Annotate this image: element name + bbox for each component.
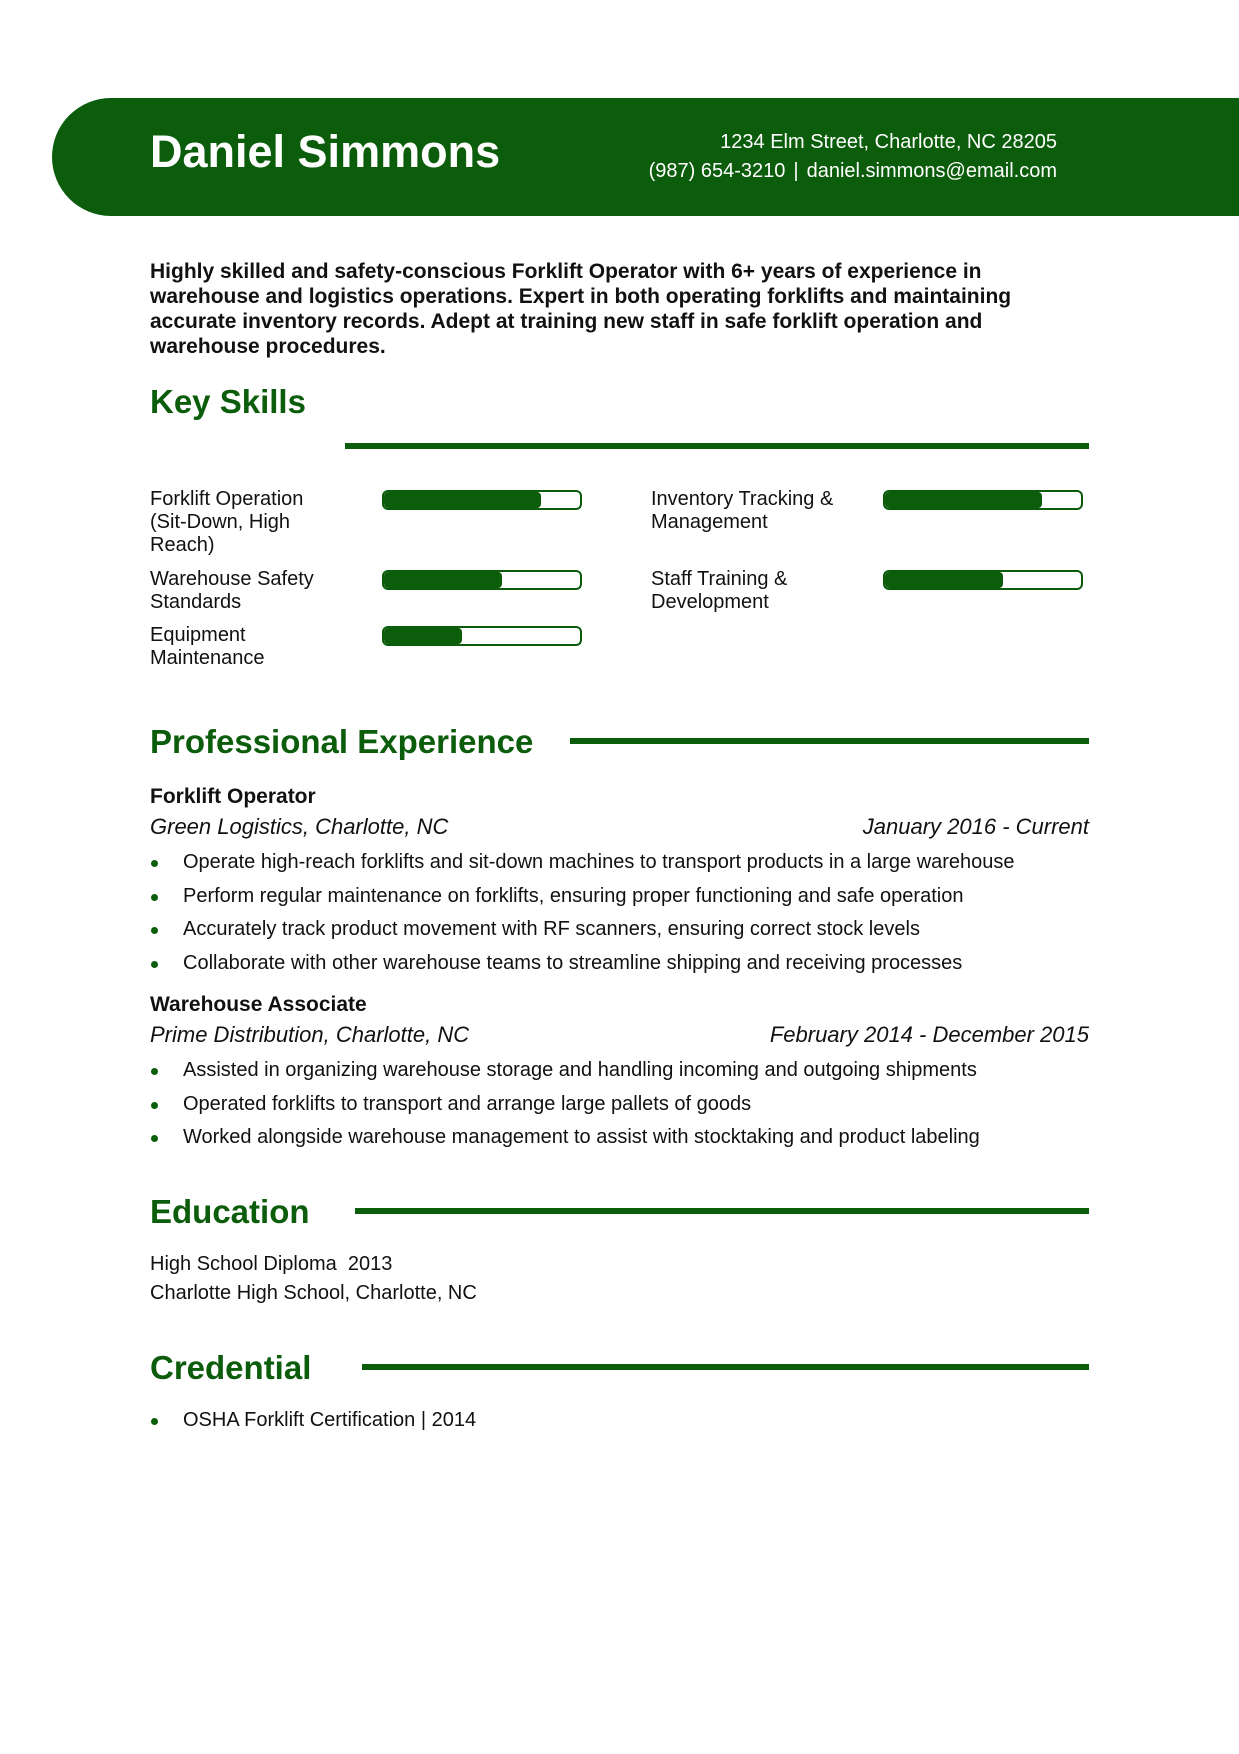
phone: (987) 654-3210 [648, 160, 786, 182]
skill-bar-fill [384, 572, 502, 588]
section-title-key-skills: Key Skills [150, 383, 306, 420]
job-bullet: Worked alongside warehouse management to assist with stocktaking and product labeling [150, 1121, 980, 1155]
job-bullets [150, 846, 1015, 980]
skill-label: Inventory Tracking & Management [651, 488, 834, 533]
job-bullet: Operated forklifts to transport and arrange large pallets of goods [150, 1088, 980, 1122]
job-meta [150, 1022, 1089, 1048]
skill-label: Warehouse Safety Standards [150, 568, 314, 613]
email-link[interactable]: daniel.simmons@email.com [806, 160, 1057, 182]
section-rule [355, 1208, 1089, 1214]
section-rule [345, 443, 1089, 449]
job-title: Forklift Operator [150, 785, 316, 808]
job-bullet: Accurately track product movement with RF scanners, ensuring correct stock levels [150, 913, 1015, 947]
credential-name: OSHA Forklift Certification [183, 1409, 416, 1431]
skill-label: Forklift Operation (Sit-Down, High Reach) [150, 488, 304, 556]
candidate-name: Daniel Simmons [150, 126, 501, 177]
skill-bar-fill [885, 572, 1003, 588]
education-degree: High School Diploma [150, 1253, 337, 1275]
phone-email-line [649, 157, 1057, 186]
section-rule [570, 738, 1089, 744]
skill-bar [382, 626, 582, 646]
job-bullet: Collaborate with other warehouse teams to streamline shipping and receiving processes [150, 947, 1015, 981]
job-bullet: Perform regular maintenance on forklifts, ensuring proper functioning and safe operation [150, 880, 1015, 914]
section-title-professional-experience: Professional Experience [150, 723, 534, 760]
address: 1234 Elm Street, Charlotte, NC 28205 [720, 131, 1057, 153]
job-meta [150, 814, 1089, 840]
job-dates: January 2016 - Current [862, 814, 1089, 839]
skill-bar [883, 490, 1083, 510]
job-bullet: Operate high-reach forklifts and sit-down machines to transport products in a large warehouse [150, 846, 1015, 880]
credential-year: 2014 [431, 1409, 477, 1431]
contact-separator: | [793, 160, 799, 182]
section-rule [362, 1364, 1089, 1370]
education-year: 2013 [347, 1253, 393, 1275]
job-company: Green Logistics, Charlotte, NC [150, 814, 449, 839]
credential-separator: | [420, 1409, 427, 1431]
credential-item [150, 1404, 476, 1438]
skill-bar-fill [885, 492, 1042, 508]
job-bullets [150, 1054, 980, 1155]
section-title-credential: Credential [150, 1349, 312, 1386]
job-company: Prime Distribution, Charlotte, NC [150, 1022, 470, 1047]
education-school: Charlotte High School, Charlotte, NC [150, 1282, 477, 1304]
skill-bar [382, 570, 582, 590]
job-title: Warehouse Associate [150, 993, 367, 1016]
professional-summary: Highly skilled and safety-conscious Forklift Operator with 6+ years of experience in warehouse and logistics operations. Expert in both operating forklifts and maintaining accurate inventory records. Adept at training new staff in safe forklift operation and warehouse procedures. [150, 260, 1012, 358]
skill-bar-fill [384, 492, 541, 508]
education-degree-line [150, 1250, 392, 1279]
skill-bar [382, 490, 582, 510]
job-bullet: Assisted in organizing warehouse storage and handling incoming and outgoing shipments [150, 1054, 980, 1088]
section-title-education: Education [150, 1193, 310, 1230]
contact-block [649, 128, 1057, 186]
skill-bar-fill [384, 628, 462, 644]
skill-label: Equipment Maintenance [150, 624, 265, 669]
header-band [52, 98, 1239, 216]
job-dates: February 2014 - December 2015 [769, 1022, 1089, 1047]
credential-list [150, 1404, 476, 1438]
skill-bar [883, 570, 1083, 590]
skill-label: Staff Training & Development [651, 568, 788, 613]
